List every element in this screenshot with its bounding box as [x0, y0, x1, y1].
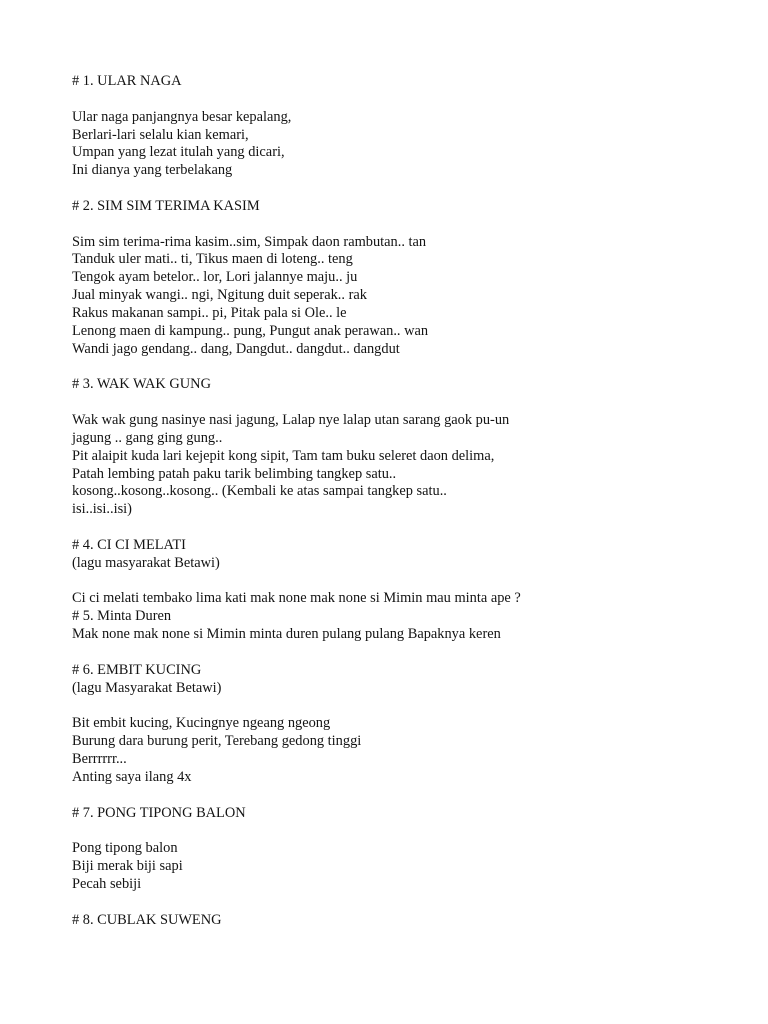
lyric-line: jagung .. gang ging gung..	[72, 429, 223, 446]
lyric-line: Pit alaipit kuda lari kejepit kong sipit, Tam tam buku seleret daon delima,	[72, 447, 495, 464]
lyric-line: Biji merak biji sapi	[72, 858, 183, 875]
song-heading: # 2. SIM SIM TERIMA KASIM	[72, 197, 260, 214]
lyric-line: Burung dara burung perit, Terebang gedong tinggi	[72, 733, 362, 750]
lyric-line: Berrrrrr...	[72, 751, 127, 768]
lyric-line: Ular naga panjangnya besar kepalang,	[72, 108, 292, 125]
lyric-line: Pong tipong balon	[72, 840, 178, 857]
lyric-line: isi..isi..isi)	[72, 501, 132, 518]
lyric-line: Berlari-lari selalu kian kemari,	[72, 126, 249, 143]
song-heading: # 4. CI CI MELATI	[72, 536, 186, 553]
paragraph	[72, 412, 732, 519]
lyric-line: Rakus makanan sampi.. pi, Pitak pala si Ole.. le	[72, 304, 347, 321]
lyric-line: Tanduk uler mati.. ti, Tikus maen di loteng.. teng	[72, 251, 353, 268]
lyric-line: kosong..kosong..kosong.. (Kembali ke atas sampai tangkep satu..	[72, 483, 447, 500]
song-heading: # 3. WAK WAK GUNG	[72, 376, 211, 393]
paragraph	[72, 805, 732, 823]
lyric-line: Lenong maen di kampung.. pung, Pungut anak perawan.. wan	[72, 322, 429, 339]
lyric-line: Bit embit kucing, Kucingnye ngeang ngeong	[72, 715, 331, 732]
song-heading: # 7. PONG TIPONG BALON	[72, 804, 246, 821]
lyric-line: Pecah sebiji	[72, 875, 142, 892]
paragraph	[72, 73, 732, 91]
lyric-line: Wak wak gung nasinye nasi jagung, Lalap nye lalap utan sarang gaok pu-un	[72, 412, 510, 429]
song-heading: # 8. CUBLAK SUWENG	[72, 911, 222, 928]
paragraph	[72, 198, 732, 216]
lyric-line: Umpan yang lezat itulah yang dicari,	[72, 144, 285, 161]
paragraph	[72, 109, 732, 180]
song-heading: # 5. Minta Duren	[72, 608, 172, 625]
paragraph	[72, 912, 732, 930]
paragraph	[72, 376, 732, 394]
lyric-line: Patah lembing patah paku tarik belimbing tangkep satu..	[72, 465, 397, 482]
lyric-line: Jual minyak wangi.. ngi, Ngitung duit seperak.. rak	[72, 287, 367, 304]
lyric-line: Anting saya ilang 4x	[72, 768, 192, 785]
song-subtitle: (lagu Masyarakat Betawi)	[72, 679, 222, 696]
paragraph	[72, 590, 732, 644]
song-heading: # 1. ULAR NAGA	[72, 73, 182, 89]
lyric-line: Ini dianya yang terbelakang	[72, 162, 233, 179]
paragraph	[72, 715, 732, 786]
paragraph	[72, 662, 732, 698]
document-page	[72, 73, 732, 947]
song-heading: # 6. EMBIT KUCING	[72, 661, 202, 678]
song-subtitle: (lagu masyarakat Betawi)	[72, 554, 220, 571]
lyric-line: Ci ci melati tembako lima kati mak none mak none si Mimin mau minta ape ?	[72, 590, 521, 607]
paragraph	[72, 234, 732, 359]
lyric-line: Mak none mak none si Mimin minta duren pulang pulang Bapaknya keren	[72, 626, 501, 643]
paragraph	[72, 537, 732, 573]
lyric-line: Sim sim terima-rima kasim..sim, Simpak daon rambutan.. tan	[72, 233, 427, 250]
paragraph	[72, 840, 732, 894]
lyric-line: Tengok ayam betelor.. lor, Lori jalannye maju.. ju	[72, 269, 358, 286]
lyric-line: Wandi jago gendang.. dang, Dangdut.. dangdut.. dangdut	[72, 340, 400, 357]
